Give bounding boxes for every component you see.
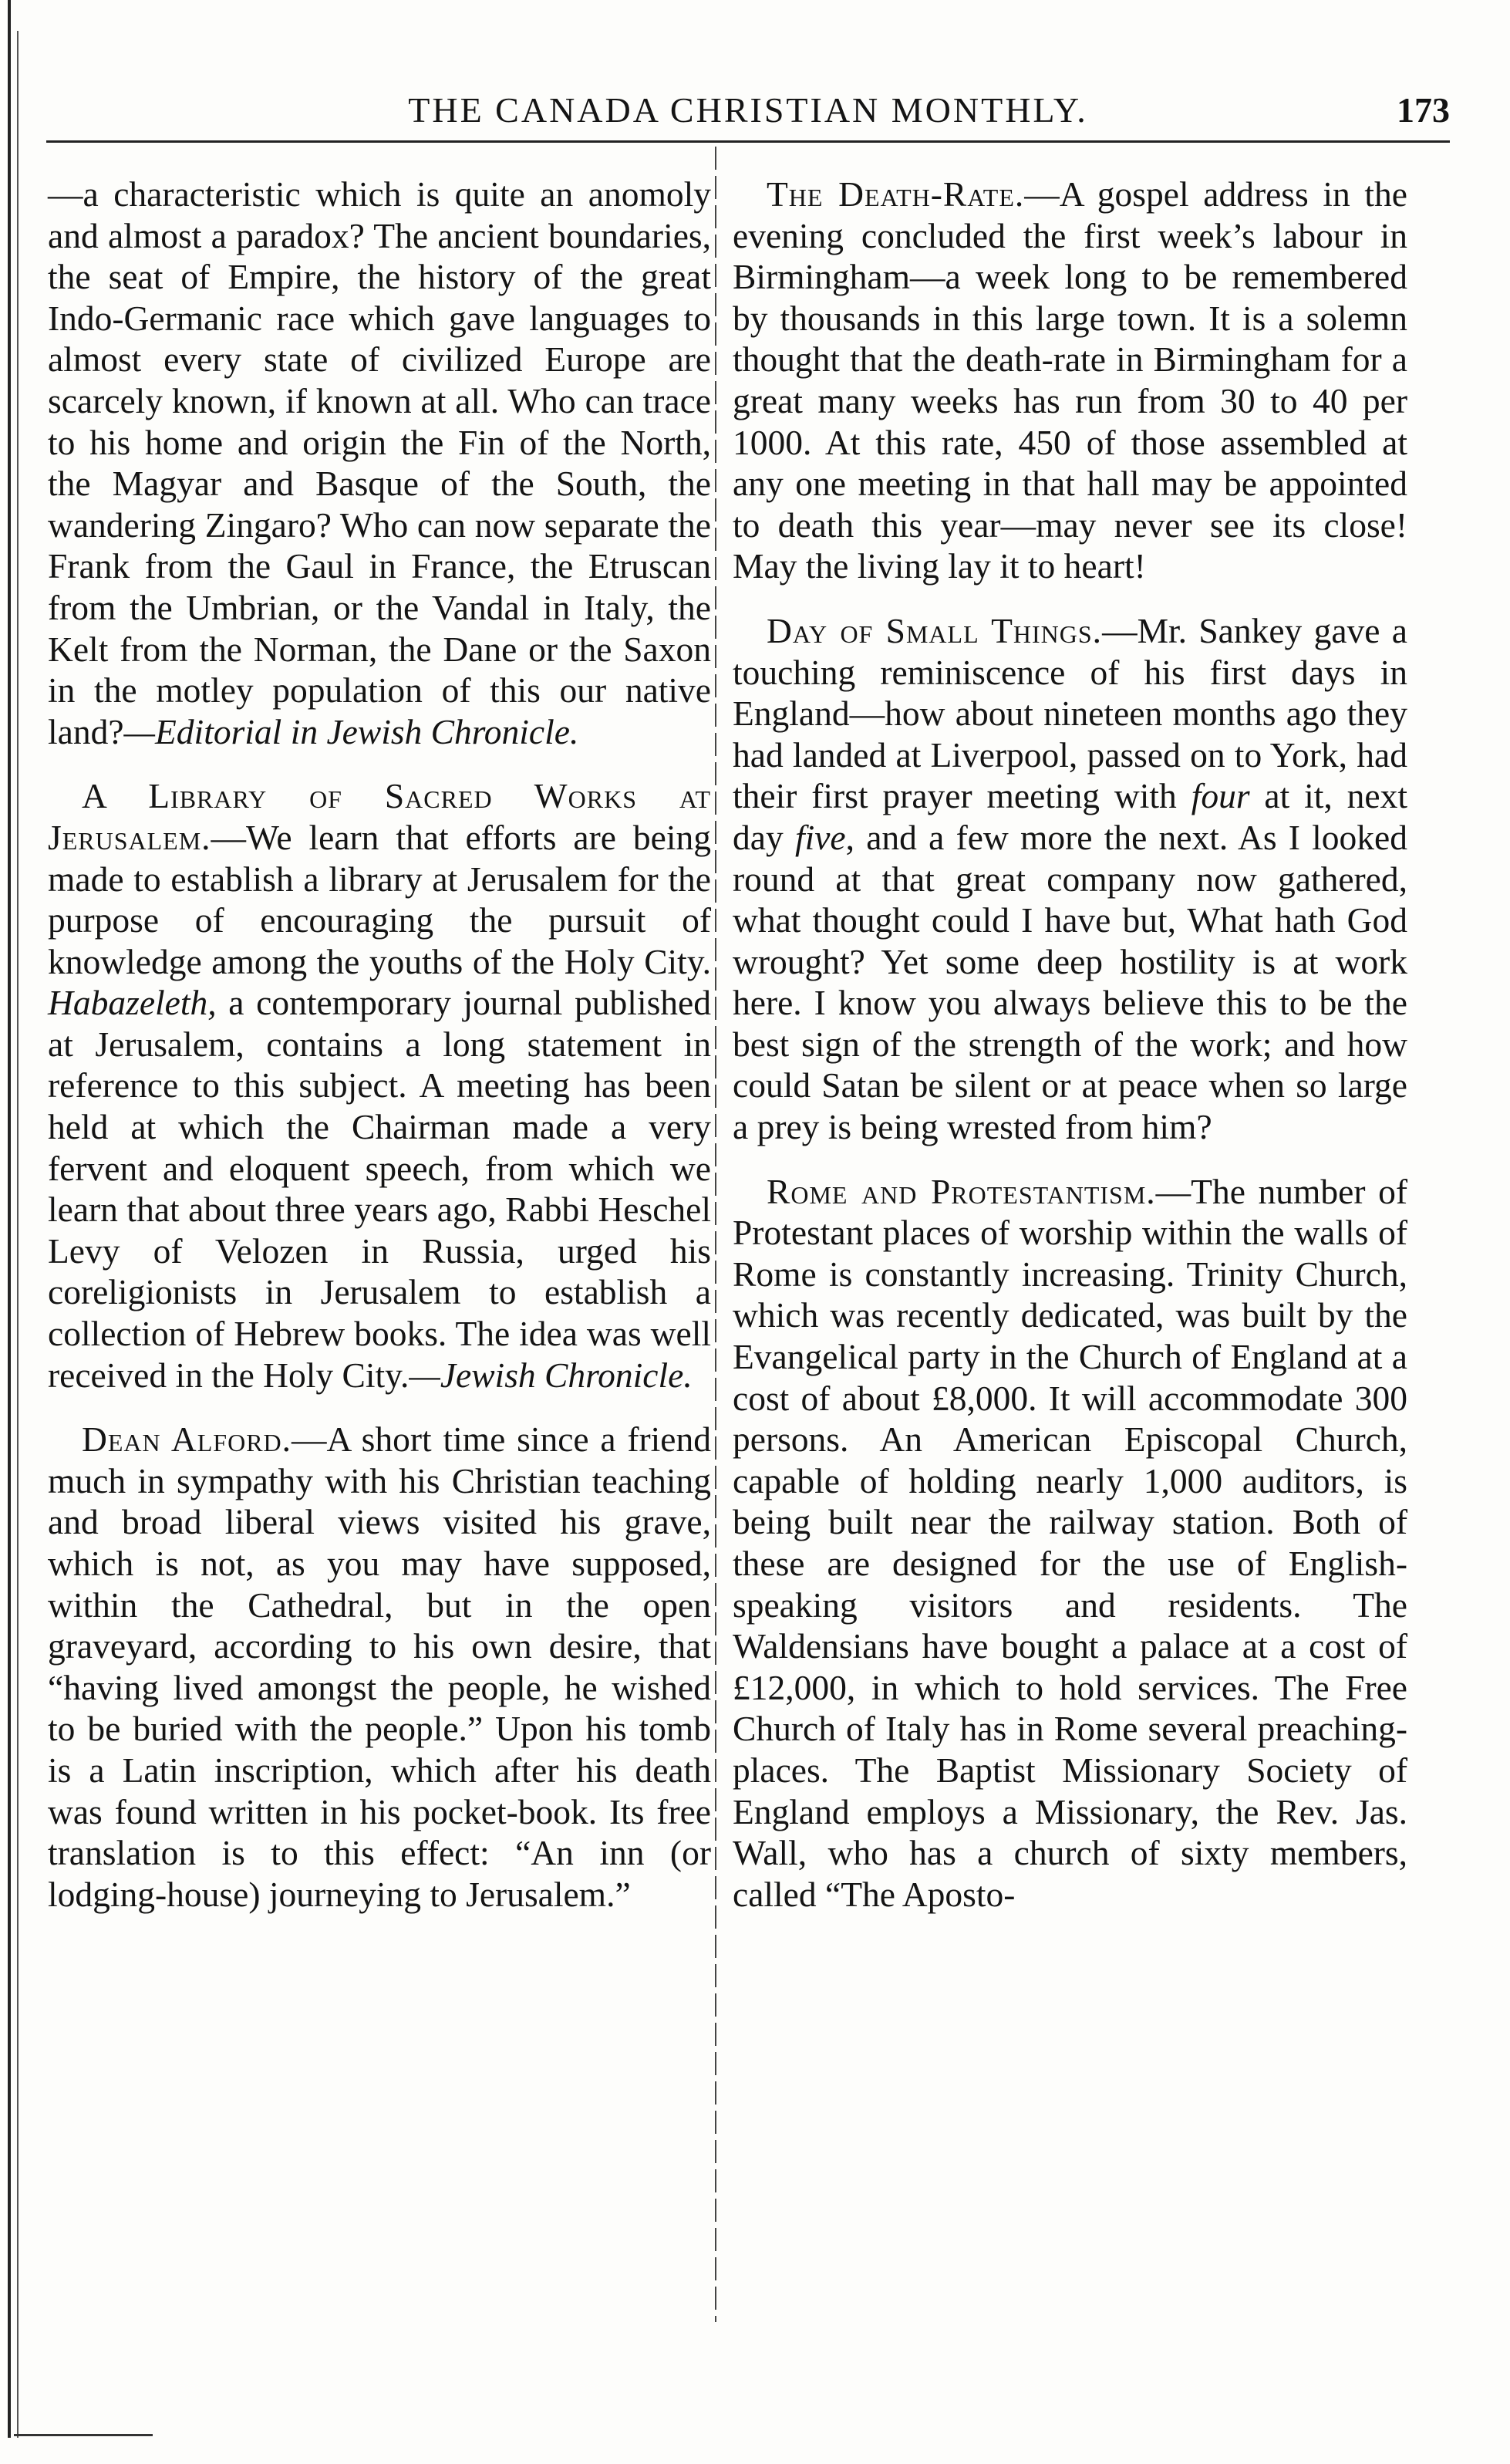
journal-name: Habazeleth,: [48, 983, 217, 1023]
header-rule: [46, 140, 1450, 143]
article-small-things: [733, 610, 1407, 1148]
article-text-2: a contemporary journal published at Jerusalem, contains a long statement in reference to this subject. A meeting has been held at which the Chairman made a very fervent and eloquent speech, from which we learn that about three years ago, Rabbi Heschel Levy of Velozen in Russia, urged his coreligionists in Jerusalem to establish a collection of Hebrew books. The idea was well received in the Holy City.: [48, 983, 711, 1395]
right-column: [733, 174, 1407, 1915]
article-heading: Day of Small Things.: [767, 610, 1103, 650]
article-heading: Dean Alford.: [82, 1419, 292, 1460]
page-binding-edge: [8, 0, 11, 2438]
article-text: —a characteristic which is quite an anomoly and almost a paradox? The ancient boundaries, the seat of Empire, the history of the great Indo-Germanic race which gave languages to almost every state of civilized Europe are scarcely known, if known at all. Who can trace to his home and origin the Fin of the North, the Magyar and Basque of the South, the wandering Zingaro? Who can now separate the Frank from the Gaul in France, the Etruscan from the Umbrian, or the Vandal in Italy, the Kelt from the Norman, the Dane or the Saxon in the motley population of this our native land?: [48, 174, 711, 751]
bottom-rule: [14, 2434, 153, 2436]
article-text-3: , and a few more the next. As I looked round at that great company now gathered, what thought could I have but, What hath God wrought? Yet some deep hostility is at work here. I know you always believe this to be the best sign of the strength of the work; and how could Satan be silent or at peace when so large a prey is being wrested from him?: [733, 817, 1407, 1147]
article-text: —A gospel address in the evening concluded the first week’s labour in Birmingham—a week long to be remembered by thousands in this large town. It is a solemn thought that the death-rate in Birmingham for a great many weeks has run from 30 to 40 per 1000. At this rate, 450 of those assembled at any one meeting in that hall may be appointed to death this year—may never see its close! May the living lay it to heart!: [733, 174, 1408, 586]
page-binding-shadow: [17, 31, 19, 2438]
article-dean-alford: [48, 1419, 711, 1915]
running-header: [46, 85, 1450, 139]
article-library-jerusalem: [48, 775, 711, 1396]
left-column: [48, 174, 711, 1915]
emphasis-four: four: [1191, 776, 1250, 816]
journal-title: THE CANADA CHRISTIAN MONTHLY.: [408, 90, 1088, 130]
article-death-rate: [733, 174, 1407, 587]
article-text: —Mr. Sankey gave a touching reminiscence of his first days in England—how about nineteen months ago they had landed at Liverpool, passed on to York, had their first prayer meeting with: [733, 610, 1407, 816]
article-source: —Jewish Chronicle.: [409, 1355, 693, 1395]
article-text-2: at it, next day: [733, 776, 1407, 857]
article-continuation: [48, 174, 711, 752]
column-divider: [715, 147, 716, 2322]
emphasis-five: five: [794, 817, 846, 857]
article-source: —Editorial in Jewish Chronicle.: [123, 711, 579, 751]
article-heading: The Death-Rate.: [767, 174, 1025, 214]
page-number: 173: [1397, 90, 1450, 130]
article-text: —The number of Protestant places of worship within the walls of Rome is constantly increasing. Trinity Church, which was recently dedicated, was built by the Evangelical party in the Church of England at a cost of about £8,000. It will accommodate 300 persons. An American Episcopal Church, capable of holding nearly 1,000 auditors, is being built near the railway station. Both of these are designed for the use of English-speaking visitors and residents. The Waldensians have bought a palace at a cost of £12,000, in which to hold services. The Free Church of Italy has in Rome several preaching-places. The Baptist Missionary Society of England employs a Missionary, the Rev. Jas. Wall, who has a church of sixty members, called “The Aposto-: [733, 1171, 1407, 1914]
article-heading: Rome and Protestantism.: [767, 1171, 1156, 1211]
article-text: —A short time since a friend much in sympathy with his Christian teaching and broad liberal views visited his grave, which is not, as you may have supposed, within the Cathedral, but in the open graveyard, according to his own desire, that “having lived amongst the people, he wished to be buried with the people.” Upon his tomb is a Latin inscription, which after his death was found written in his pocket-book. Its free translation is to this effect: “An inn (or lodging-house) journeying to Jerusalem.”: [48, 1419, 711, 1914]
article-rome-protestantism: [733, 1171, 1407, 1916]
article-heading: A Library of Sacred Works at Jerusalem.: [48, 776, 711, 857]
article-text: —We learn that efforts are being made to establish a library at Jerusalem for the purpose of encouraging the pursuit of knowledge among the youths of the Holy City.: [48, 817, 711, 981]
